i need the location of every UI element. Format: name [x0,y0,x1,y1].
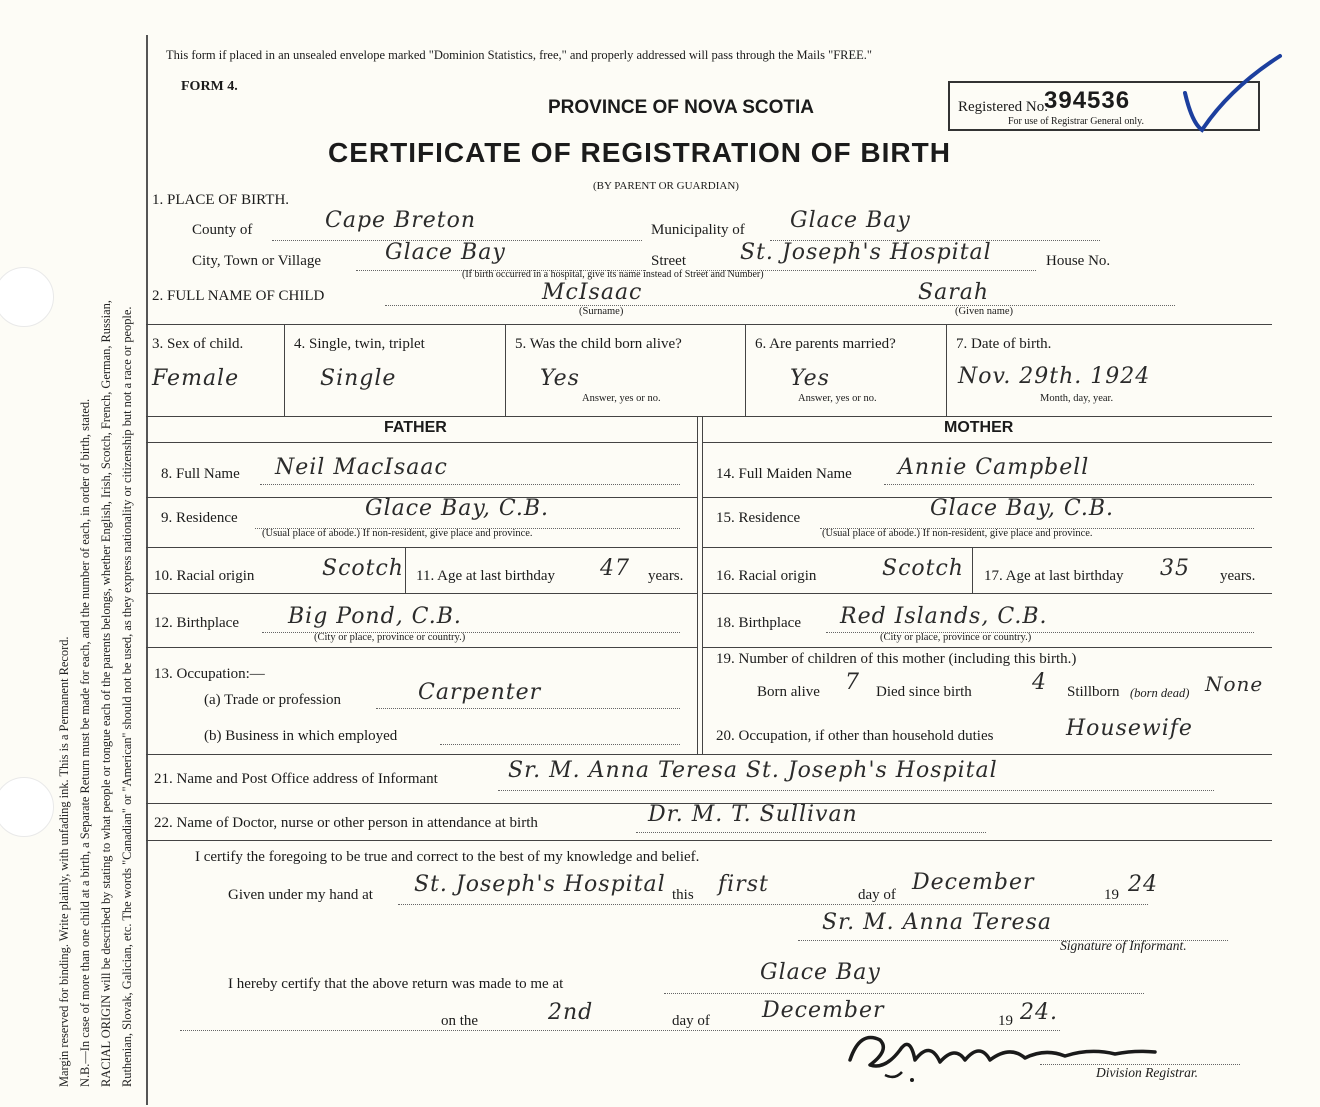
street-value: St. Joseph's Hospital [740,240,992,265]
mother-racial-value: Scotch [882,556,964,581]
given-year-value: 24 [1128,872,1158,897]
father-age-value: 47 [600,556,630,581]
informant-signature: Sr. M. Anna Teresa [822,910,1052,935]
father-heading: FATHER [384,419,447,436]
stillborn-note: (born dead) [1130,686,1190,700]
given-day-value: first [718,872,769,897]
mother-age-value: 35 [1160,556,1190,581]
informant-signature-caption: Signature of Informant. [1060,938,1187,953]
born-alive-caption: Answer, yes or no. [582,393,661,404]
date-of-birth-value: Nov. 29th. 1924 [958,364,1151,389]
division-registrar-caption: Division Registrar. [1096,1065,1199,1080]
registrar-year-value: 24. [1020,1000,1058,1025]
mother-name-value: Annie Campbell [898,455,1090,480]
registrar-month-value: December [762,998,885,1023]
given-under-label: Given under my hand at [228,887,373,903]
certificate-title: CERTIFICATE OF REGISTRATION OF BIRTH [328,137,951,168]
form-number: FORM 4. [181,79,238,94]
parents-married-caption: Answer, yes or no. [798,393,877,404]
parents-married-value: Yes [790,366,830,391]
given-place-value: St. Joseph's Hospital [414,872,666,897]
street-label: Street [651,253,686,269]
single-twin-label: 4. Single, twin, triplet [294,336,425,352]
mother-racial-label: 16. Racial origin [716,568,817,584]
born-alive-label: 5. Was the child born alive? [515,336,682,352]
province-heading: PROVINCE OF NOVA SCOTIA [548,97,815,118]
binding-margin [0,0,150,1107]
informant-label: 21. Name and Post Office address of Informant [154,771,438,787]
father-years-label: years. [648,568,684,584]
registrar-note: For use of Registrar General only. [1008,116,1144,127]
sex-label: 3. Sex of child. [152,336,244,352]
mother-birthplace-caption: (City or place, province or country.) [880,632,1032,643]
municipality-label: Municipality of [651,222,745,238]
father-age-label: 11. Age at last birthday [416,568,555,584]
hospital-note: (If birth occurred in a hospital, give its name instead of Street and Number) [462,269,764,280]
certificate-subtitle: (BY PARENT OR GUARDIAN) [593,180,739,192]
mother-birthplace-label: 18. Birthplace [716,615,801,631]
county-label: County of [192,222,253,238]
mother-residence-label: 15. Residence [716,510,801,526]
born-alive-count-label: Born alive [757,684,820,700]
father-trade-label: (a) Trade or profession [204,692,342,708]
mother-birthplace-value: Red Islands, C.B. [840,604,1048,629]
municipality-value: Glace Bay [790,208,911,233]
father-trade-value: Carpenter [418,680,542,705]
father-name-value: Neil MacIsaac [275,455,448,480]
house-number-label: House No. [1046,253,1111,269]
mother-occupation-label: 20. Occupation, if other than household duties [716,728,994,744]
father-birthplace-caption: (City or place, province or country.) [314,632,466,643]
stillborn-value: None [1205,672,1264,696]
father-birthplace-label: 12. Birthplace [154,615,239,631]
single-twin-value: Single [320,366,397,391]
margin-rule [146,35,148,1105]
registered-label: Registered No. [958,99,1048,115]
father-residence-value: Glace Bay, C.B. [365,496,550,521]
sex-value: Female [152,366,240,391]
margin-racial-text-2: Ruthenian, Slovak, Galician, etc. The words "Canadian" or "American" should not be used, as they express nationality or citizenship but not a race or people. [120,306,134,1087]
parents-married-label: 6. Are parents married? [755,336,896,352]
child-name-label: 2. FULL NAME OF CHILD [152,288,325,304]
child-surname: McIsaac [542,280,643,305]
father-residence-label: 9. Residence [161,510,238,526]
died-since-birth-label: Died since birth [876,684,972,700]
mother-name-label: 14. Full Maiden Name [716,466,852,482]
this-label: this [672,887,694,903]
day-of-label: day of [858,887,896,903]
father-racial-value: Scotch [322,556,404,581]
born-alive-value: Yes [540,366,580,391]
child-given-name: Sarah [918,280,989,305]
given-year-prefix: 19 [1104,887,1119,903]
registrar-day-value: 2nd [548,1000,594,1025]
margin-reserved-text: Margin reserved for binding. Write plainly, with unfading ink. This is a Permanent Record. [57,636,71,1087]
father-racial-label: 10. Racial origin [154,568,255,584]
father-name-label: 8. Full Name [161,466,240,482]
registrar-on-the-label: on the [441,1013,479,1029]
city-value: Glace Bay [385,240,506,265]
checkmark-icon [1180,48,1290,138]
registrar-day-of-label: day of [672,1013,710,1029]
margin-racial-text-1: RACIAL ORIGIN will be described by stating to what people or tongue each of the parents belongs, whether English, Irish, Scotch, French, German, Russian, [99,300,113,1087]
registrar-statement: I hereby certify that the above return was made to me at [228,976,564,992]
registrar-year-prefix: 19 [998,1013,1013,1029]
mother-abode-caption: (Usual place of abode.) If non-resident, give place and province. [822,528,1093,539]
registered-number: 394536 [1044,87,1131,114]
date-of-birth-label: 7. Date of birth. [956,336,1052,352]
given-name-caption: (Given name) [955,306,1014,317]
margin-nb-text: N.B.—In case of more than one child at a birth, a Separate Return must be made for each, and the number of each, in order of birth, stated. [78,398,92,1087]
place-of-birth-heading: 1. PLACE OF BIRTH. [152,192,290,208]
doctor-value: Dr. M. T. Sullivan [648,802,858,827]
mother-heading: MOTHER [944,419,1014,436]
father-abode-caption: (Usual place of abode.) If non-resident, give place and province. [262,528,533,539]
date-of-birth-caption: Month, day, year. [1040,393,1114,404]
mother-residence-value: Glace Bay, C.B. [930,496,1115,521]
father-business-label: (b) Business in which employed [204,728,398,744]
surname-caption: (Surname) [579,306,624,317]
mother-years-label: years. [1220,568,1256,584]
father-birthplace-value: Big Pond, C.B. [288,604,462,629]
died-since-birth-value: 4 [1032,670,1047,695]
doctor-label: 22. Name of Doctor, nurse or other person in attendance at birth [154,815,538,831]
born-alive-count-value: 7 [845,670,860,695]
mother-occupation-value: Housewife [1066,716,1193,741]
mail-notice: This form if placed in an unsealed envelope marked "Dominion Statistics, free," and properly addressed will pass through the Mails "FREE." [166,48,873,62]
city-label: City, Town or Village [192,253,322,269]
father-occupation-label: 13. Occupation:— [154,666,265,682]
given-month-value: December [912,870,1035,895]
mother-children-label: 19. Number of children of this mother (including this birth.) [716,651,1077,667]
stillborn-label: Stillborn [1067,684,1120,700]
certify-statement: I certify the foregoing to be true and correct to the best of my knowledge and belief. [195,849,700,865]
mother-age-label: 17. Age at last birthday [984,568,1124,584]
registrar-place-value: Glace Bay [760,960,881,985]
county-value: Cape Breton [325,208,477,233]
informant-value: Sr. M. Anna Teresa St. Joseph's Hospital [508,758,998,783]
